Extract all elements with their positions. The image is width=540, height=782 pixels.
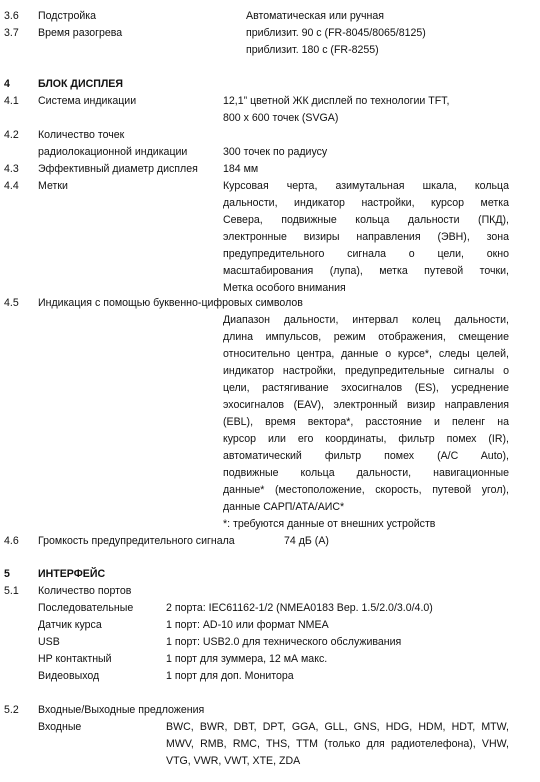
paragraph-line: (EBL), время вектора*, расстояние и пеленг на — [223, 416, 509, 428]
paragraph-line: курсор или его координаты, фильтр помех (IR), — [223, 433, 509, 445]
paragraph-line: длина импульсов, режим отображения, смещение — [223, 331, 509, 343]
item-label: Время разогрева — [38, 27, 123, 39]
paragraph-line: Севера, подвижные кольца дальности (ПКД), — [223, 214, 509, 226]
paragraph-line: индикатор настройки, предупредительные сигналы о — [223, 365, 509, 377]
item-label: Эффективный диаметр дисплея — [38, 163, 198, 175]
item-label: Громкость предупредительного сигнала — [38, 535, 235, 547]
item-number: 4.2 — [4, 129, 19, 141]
port-label: USB — [38, 636, 60, 648]
port-label: Последовательные — [38, 602, 134, 614]
section-title: ИНТЕРФЕЙС — [38, 568, 106, 580]
item-value: 300 точек по радиусу — [223, 146, 328, 158]
paragraph-line: Диапазон дальности, интервал колец дальности, — [223, 314, 509, 326]
item-label: Система индикации — [38, 95, 137, 107]
port-label: Видеовыход — [38, 670, 100, 682]
paragraph-line: относительно центра, данные о курсе*, следы целей, — [223, 348, 509, 360]
paragraph-line: цели, растягивание эхосигналов (ES), усреднение — [223, 382, 509, 394]
paragraph-line: электронные визиры направления (ЭВН), зона — [223, 231, 509, 243]
paragraph-line: дальности, индикатор настройки, курсор метка — [223, 197, 509, 209]
item-value: приблизит. 90 с (FR-8045/8065/8125) — [246, 27, 426, 39]
paragraph-line: BWC, BWR, DBT, DPT, GGA, GLL, GNS, HDG, HDM, HDT, MTW, — [166, 721, 509, 733]
paragraph-line: автоматический фильтр помех (A/C Auto), — [223, 450, 509, 462]
item-number: 5.1 — [4, 585, 19, 597]
paragraph-line: масштабирования (лупа), метка путевой точки, — [223, 265, 509, 277]
item-number: 4.3 — [4, 163, 19, 175]
paragraph-line: данные* (местоположение, скорость, путевой угол), — [223, 484, 509, 496]
item-value: 12,1” цветной ЖК дисплей по технологии TFT, — [223, 95, 450, 107]
paragraph-line: данные САРП/АТА/АИС* — [223, 501, 345, 513]
item-label: Метки — [38, 180, 68, 192]
item-label: Подстройка — [38, 10, 97, 22]
item-label: Количество точек — [38, 129, 125, 141]
port-label: Датчик курса — [38, 619, 102, 631]
paragraph-line: эхосигналов (EAV), электронный визир направления — [223, 399, 509, 411]
item-number: 4.4 — [4, 180, 19, 192]
port-value: 1 порт для зуммера, 12 мА макс. — [166, 653, 328, 665]
item-number: 5.2 — [4, 704, 19, 716]
item-number: 3.7 — [4, 27, 19, 39]
footnote: *: требуются данные от внешних устройств — [223, 518, 436, 530]
port-value: 1 порт для доп. Монитора — [166, 670, 294, 682]
item-value: приблизит. 180 с (FR-8255) — [246, 44, 379, 56]
item-value: 800 x 600 точек (SVGA) — [223, 112, 339, 124]
item-value: 184 мм — [223, 163, 259, 175]
paragraph-line: MWV, RMB, RMC, THS, TTM (только для радиотелефона), VHW, — [166, 738, 509, 750]
paragraph-line: подвижные кольца дальности, навигационные — [223, 467, 509, 479]
item-number: 4.1 — [4, 95, 19, 107]
item-label: Индикация с помощью буквенно-цифровых символов — [38, 297, 303, 309]
item-number: 4.5 — [4, 297, 19, 309]
section-title: БЛОК ДИСПЛЕЯ — [38, 78, 123, 90]
item-label: радиолокационной индикации — [38, 146, 188, 158]
paragraph-line: Курсовая черта, азимутальная шкала, кольца — [223, 180, 509, 192]
item-label: Входные/Выходные предложения — [38, 704, 205, 716]
port-value: 2 порта: IEC61162-1/2 (NMEA0183 Вер. 1.5/2.0/3.0/4.0) — [166, 602, 433, 614]
port-value: 1 порт: USB2.0 для технического обслуживания — [166, 636, 402, 648]
section-number: 4 — [4, 78, 10, 90]
item-value: Автоматическая или ручная — [246, 10, 384, 22]
port-value: 1 порт: AD-10 или формат NMEA — [166, 619, 329, 631]
paragraph-line: предупредительного сигнала о цели, окно — [223, 248, 509, 260]
paragraph-line: Метка особого внимания — [223, 282, 346, 294]
item-label: Количество портов — [38, 585, 132, 597]
port-label: HP контактный — [38, 653, 112, 665]
item-number: 3.6 — [4, 10, 19, 22]
section-number: 5 — [4, 568, 10, 580]
item-number: 4.6 — [4, 535, 19, 547]
sub-label: Входные — [38, 721, 82, 733]
paragraph-line: VTG, VWR, VWT, XTE, ZDA — [166, 755, 301, 767]
item-value: 74 дБ (А) — [284, 535, 329, 547]
